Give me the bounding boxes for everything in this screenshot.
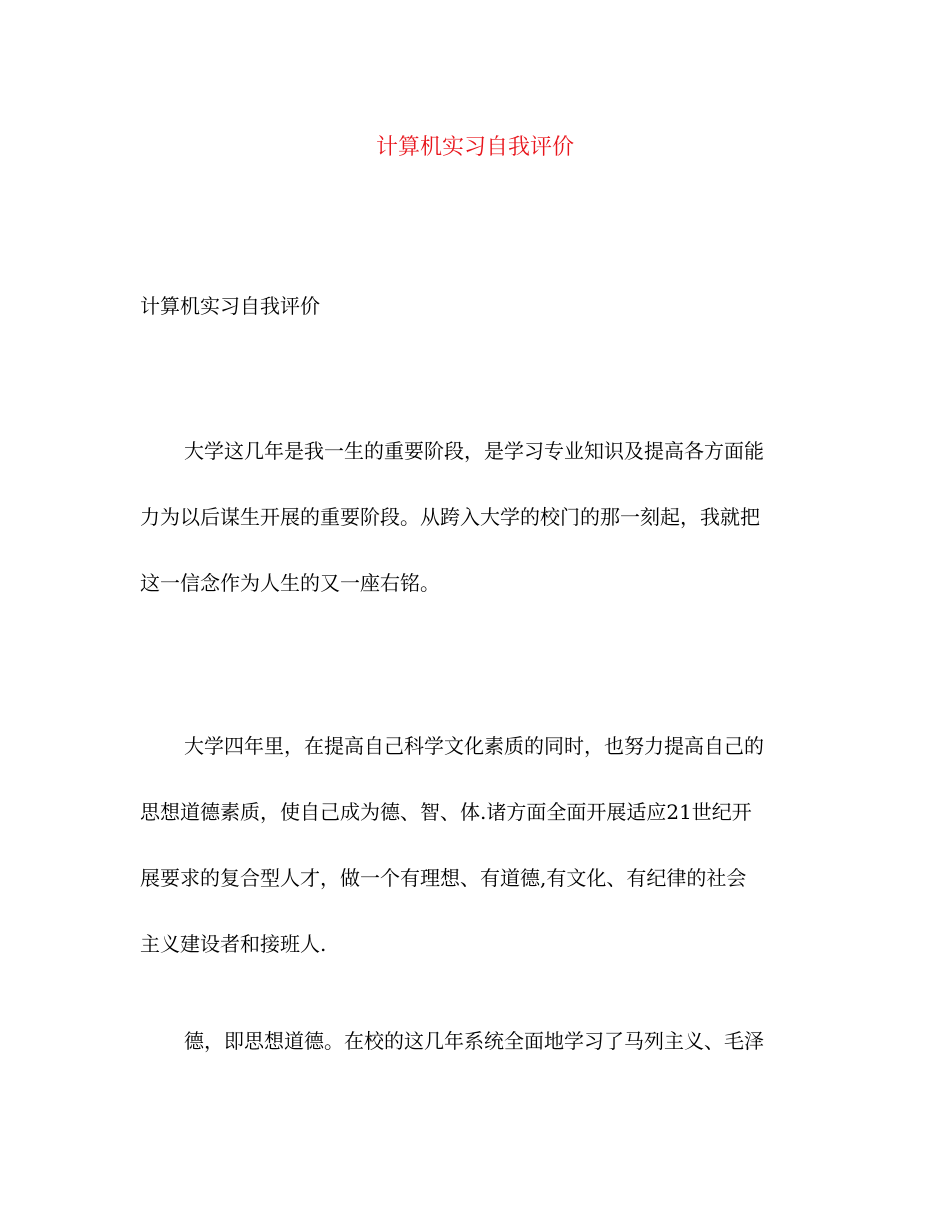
paragraph-3 xyxy=(140,1008,815,1074)
paragraph-line: 这一信念作为人生的又一座右铭。 xyxy=(140,571,440,595)
paragraph-line: 力为以后谋生开展的重要阶段。从跨入大学的校门的那一刻起，我就把 xyxy=(140,505,760,529)
paragraph-1 xyxy=(140,418,815,616)
paragraph-line: 思想道德素质，使自己成为德、智、体.诸方面全面开展适应21世纪开 xyxy=(140,800,752,824)
paragraph-line: 展要求的复合型人才，做一个有理想、有道德,有文化、有纪律的社会 xyxy=(140,866,747,890)
section-heading: 计算机实习自我评价 xyxy=(140,294,320,318)
paragraph-line: 大学这几年是我一生的重要阶段，是学习专业知识及提高各方面能 xyxy=(184,439,764,463)
paragraph-line: 主义建设者和接班人. xyxy=(140,932,327,956)
paragraph-line: 大学四年里，在提高自己科学文化素质的同时，也努力提高自己的 xyxy=(184,734,764,758)
paragraph-line: 德，即思想道德。在校的这几年系统全面地学习了马列主义、毛泽 xyxy=(184,1029,764,1053)
document-title: 计算机实习自我评价 xyxy=(375,135,574,160)
paragraph-2 xyxy=(140,713,815,977)
